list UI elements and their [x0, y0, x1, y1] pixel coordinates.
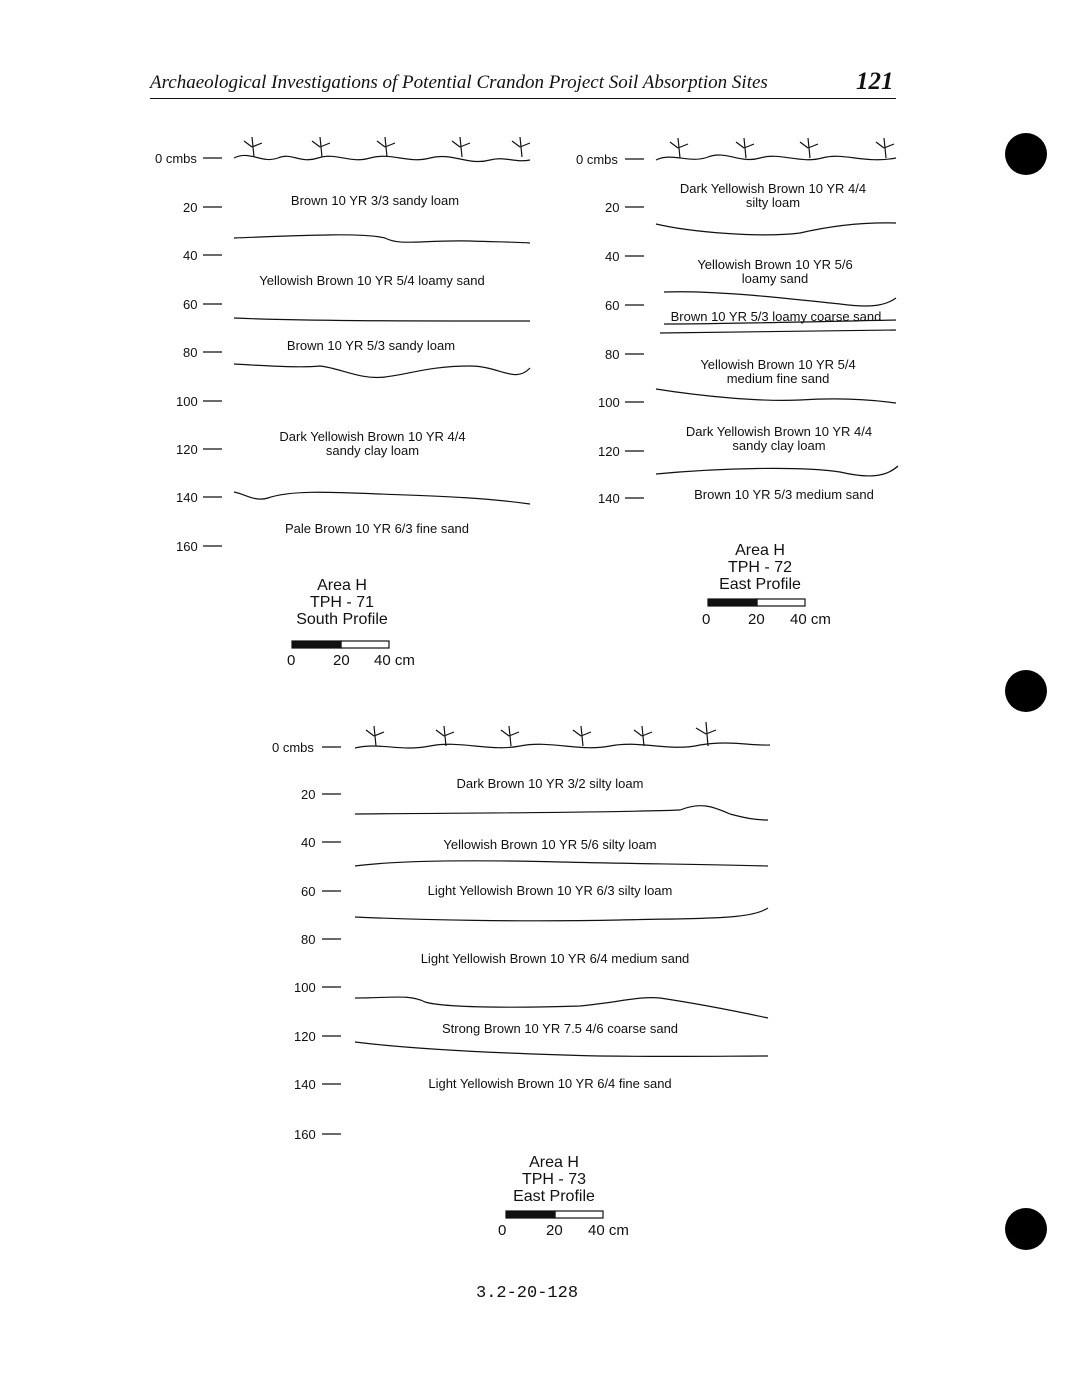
plant-icon: [377, 137, 395, 157]
soil-layer-label: Yellowish Brown 10 YR 5/4 medium fine sand: [700, 357, 856, 386]
soil-layer-label: Brown 10 YR 5/3 medium sand: [694, 487, 874, 502]
caption-profile: East Profile: [513, 1188, 595, 1205]
depth-label: 0 cmbs: [155, 151, 197, 166]
plant-icon: [573, 726, 591, 746]
soil-layer-label: Light Yellowish Brown 10 YR 6/4 medium sand: [420, 951, 690, 966]
depth-label: 80: [183, 345, 198, 360]
caption-id: TPH - 71: [309, 594, 374, 611]
depth-label: 40: [605, 249, 620, 264]
depth-label: 20: [183, 200, 198, 215]
plant-icon: [436, 726, 454, 746]
depth-label: 120: [176, 442, 198, 457]
plant-icon: [736, 138, 754, 158]
depth-label: 40: [183, 248, 198, 263]
scale-label: 20: [748, 611, 765, 628]
soil-layer-label: Dark Yellowish Brown 10 YR 4/4 sandy clay loam: [279, 429, 466, 458]
depth-label: 100: [598, 395, 620, 410]
depth-label: 120: [598, 444, 620, 459]
scale-label: 40 cm: [374, 652, 415, 669]
soil-layer-label: Brown 10 YR 5/3 sandy loam: [286, 338, 456, 353]
scale-label: 40 cm: [588, 1222, 629, 1239]
depth-label: 140: [598, 491, 620, 506]
soil-layer-label: Yellowish Brown 10 YR 5/6 loamy sand: [697, 257, 853, 286]
depth-label: 40: [301, 835, 316, 850]
profile-tph71-lines: [203, 137, 530, 648]
depth-label: 20: [301, 787, 316, 802]
depth-label: 160: [176, 539, 198, 554]
plant-icon: [634, 726, 652, 746]
scale-label: 0: [702, 611, 711, 628]
depth-label: 80: [605, 347, 620, 362]
depth-label: 140: [294, 1077, 316, 1092]
soil-layer-label: Dark Yellowish Brown 10 YR 4/4 sandy clay loam: [685, 424, 873, 453]
scale-label: 0: [498, 1222, 507, 1239]
depth-label: 160: [294, 1127, 316, 1142]
caption-profile: South Profile: [296, 611, 388, 628]
scale-label: 20: [546, 1222, 563, 1239]
depth-label: 80: [301, 932, 316, 947]
depth-label: 60: [301, 884, 316, 899]
plant-icon: [452, 137, 470, 157]
plant-icon: [696, 722, 716, 746]
plant-icon: [800, 138, 818, 158]
profile-tph73-lines: [322, 722, 770, 1218]
caption-area: Area H: [317, 577, 367, 594]
caption-area: Area H: [529, 1154, 579, 1171]
soil-layer-label: Yellowish Brown 10 YR 5/6 silty loam: [443, 837, 657, 852]
depth-label: 100: [176, 394, 198, 409]
soil-layer-label: Yellowish Brown 10 YR 5/4 loamy sand: [259, 273, 485, 288]
caption-profile: East Profile: [719, 576, 801, 593]
profile-caption: [680, 542, 840, 593]
plant-icon: [244, 137, 262, 157]
scale-label: 40 cm: [790, 611, 831, 628]
depth-label: 120: [294, 1029, 316, 1044]
soil-layer-label: Pale Brown 10 YR 6/3 fine sand: [284, 521, 470, 536]
plant-icon: [670, 138, 688, 158]
depth-label: 0 cmbs: [576, 152, 618, 167]
depth-label: 0 cmbs: [272, 740, 314, 755]
caption-id: TPH - 72: [727, 559, 792, 576]
soil-layer-label: Brown 10 YR 3/3 sandy loam: [290, 193, 460, 208]
plant-icon: [876, 138, 894, 158]
plant-icon: [366, 726, 384, 746]
depth-label: 140: [176, 490, 198, 505]
soil-layer-label: Dark Brown 10 YR 3/2 silty loam: [456, 776, 644, 791]
soil-layer-label: Brown 10 YR 5/3 loamy coarse sand: [670, 309, 882, 324]
caption-area: Area H: [735, 542, 785, 559]
document-id: 3.2-20-128: [476, 1284, 579, 1303]
scale-label: 0: [287, 652, 296, 669]
page-number: 121: [856, 68, 894, 95]
soil-layer-label: Strong Brown 10 YR 7.5 4/6 coarse sand: [441, 1021, 679, 1036]
plant-icon: [501, 726, 519, 746]
profile-caption: [262, 577, 422, 628]
depth-label: 60: [183, 297, 198, 312]
depth-label: 20: [605, 200, 620, 215]
page-header-title: Archaeological Investigations of Potential Crandon Project Soil Absorption Sites: [150, 72, 768, 93]
soil-layer-label: Light Yellowish Brown 10 YR 6/3 silty loam: [427, 883, 673, 898]
caption-id: TPH - 73: [521, 1171, 586, 1188]
soil-layer-label: Light Yellowish Brown 10 YR 6/4 fine sand: [428, 1076, 672, 1091]
profile-caption: [474, 1154, 634, 1205]
plant-icon: [512, 137, 530, 157]
soil-layer-label: Dark Yellowish Brown 10 YR 4/4 silty loam: [679, 181, 867, 210]
scale-label: 20: [333, 652, 350, 669]
depth-label: 100: [294, 980, 316, 995]
plant-icon: [312, 137, 330, 157]
depth-label: 60: [605, 298, 620, 313]
